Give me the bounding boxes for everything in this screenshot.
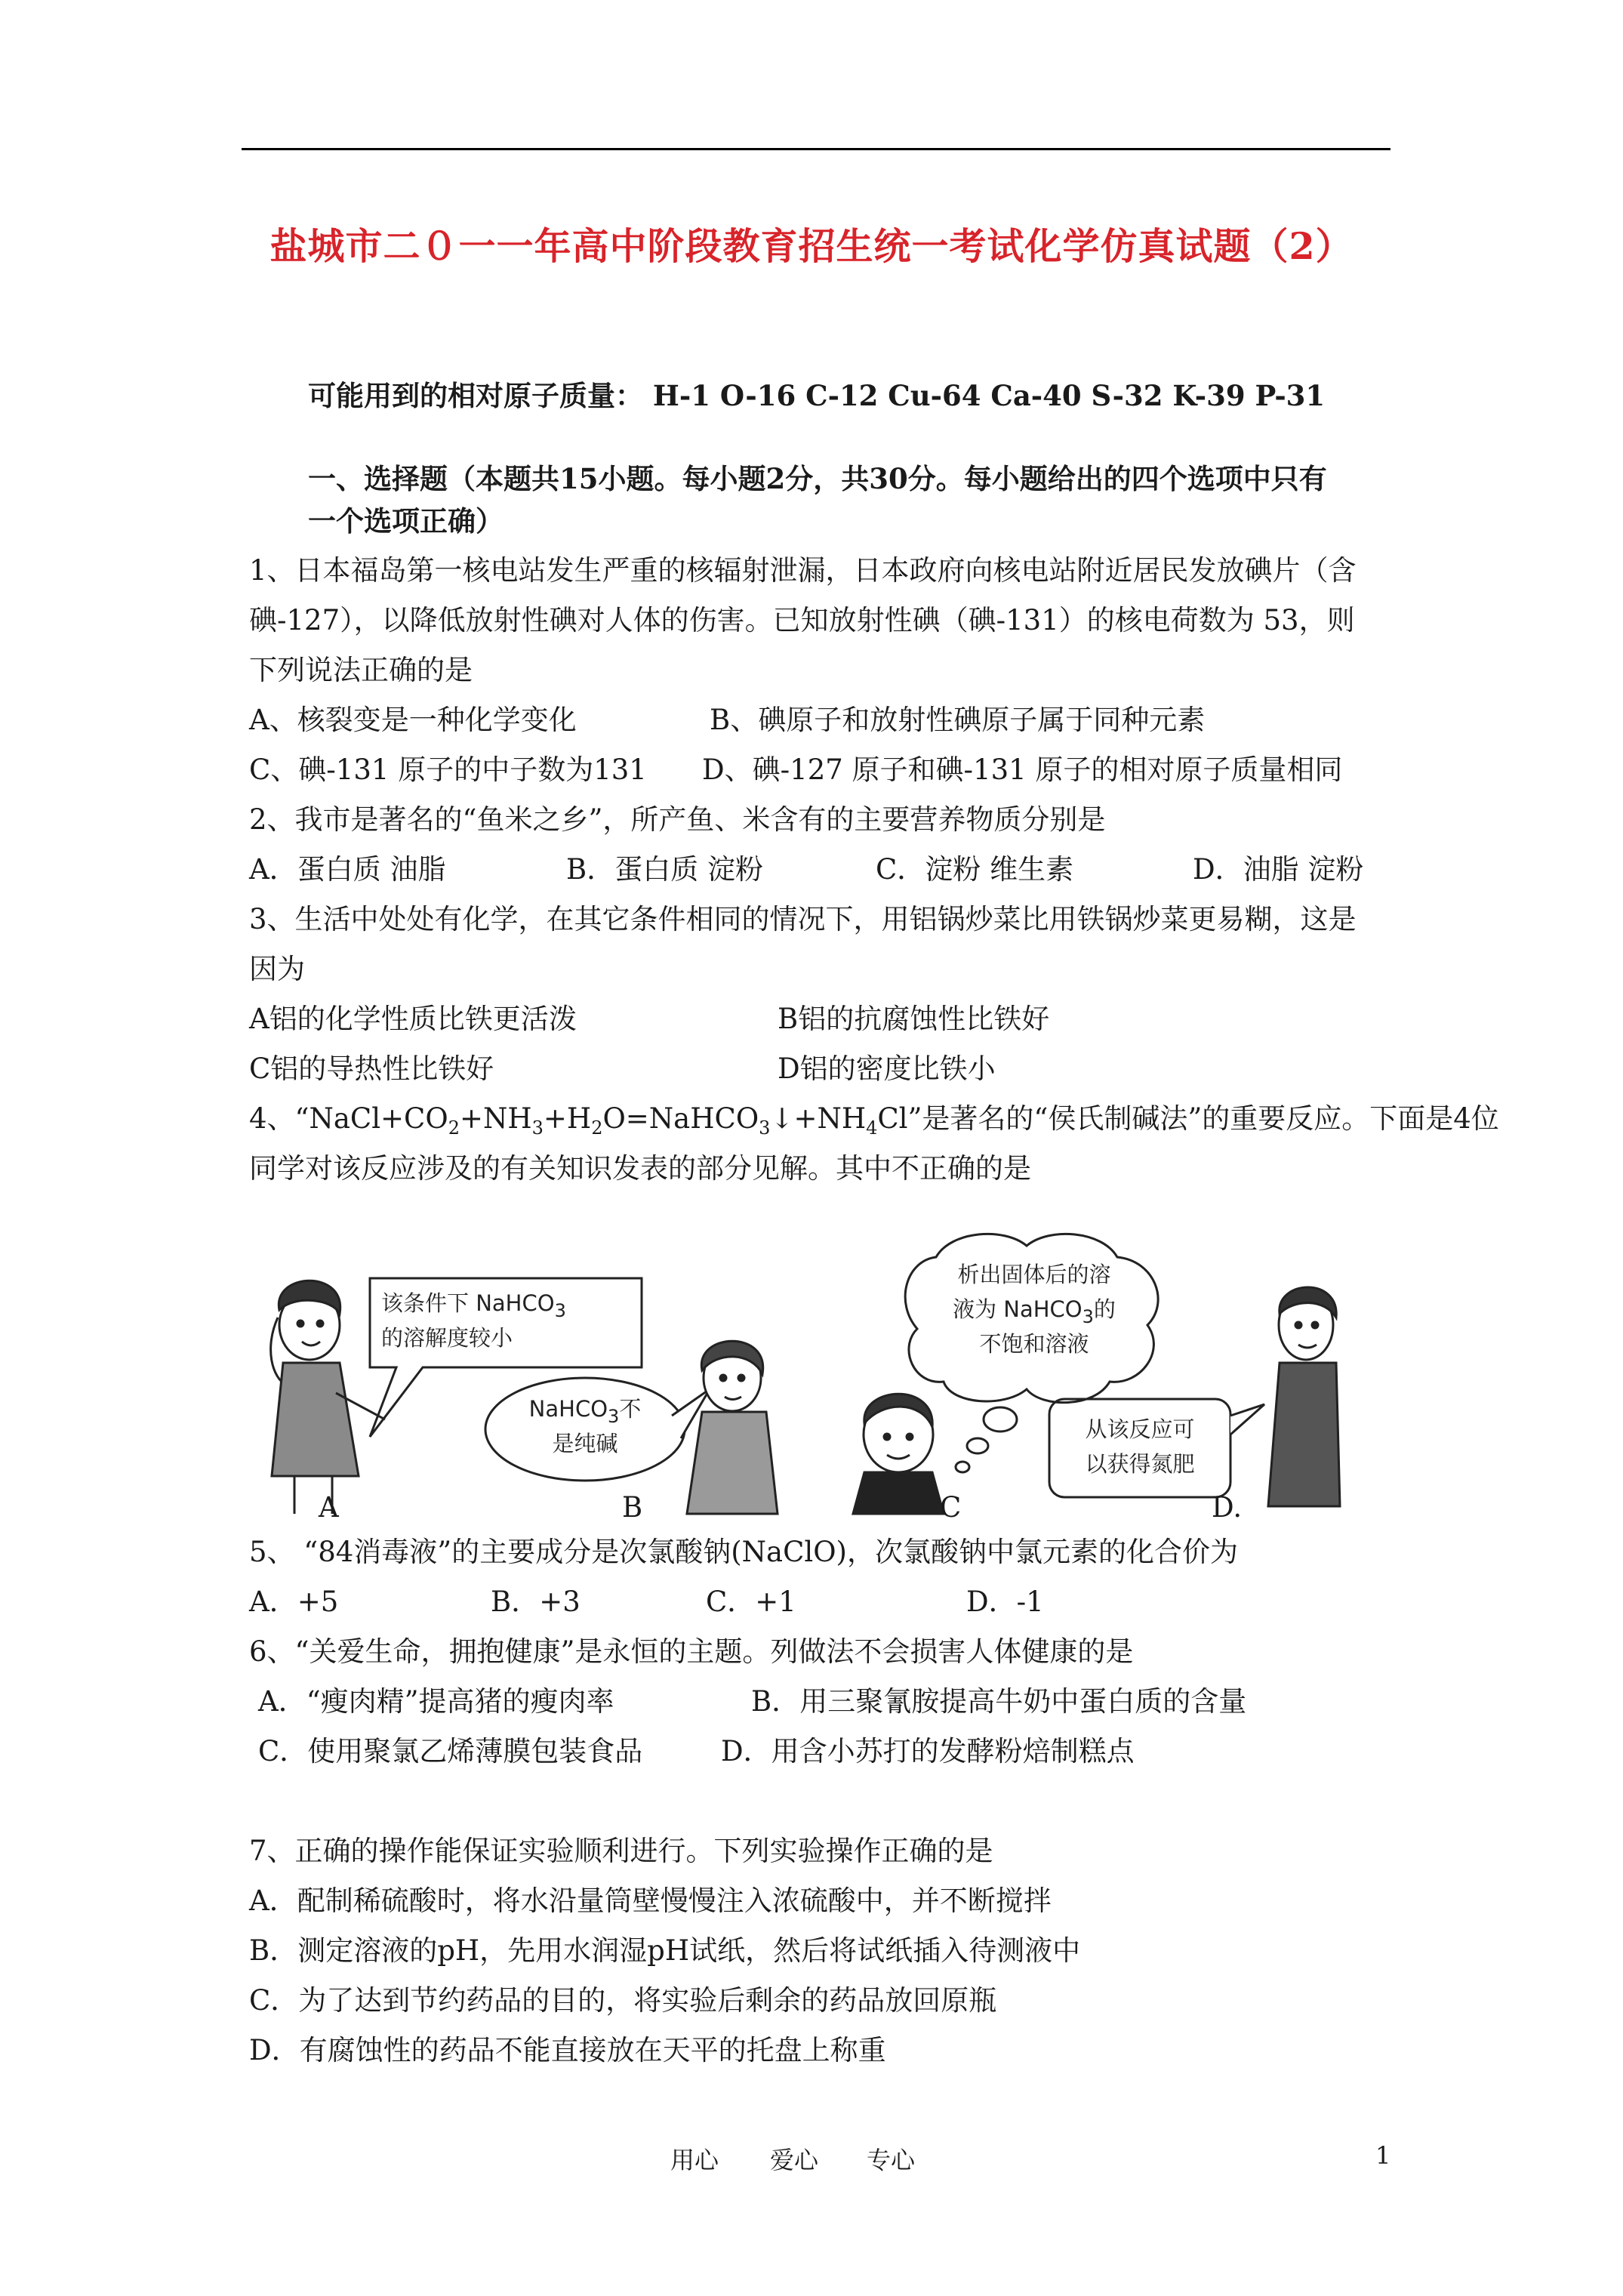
q3-option-b: B铝的抗腐蚀性比铁好 bbox=[778, 1003, 1050, 1035]
q2-stem: 2、我市是著名的“鱼米之乡”，所产鱼、米含有的主要营养物质分别是 bbox=[249, 803, 1106, 836]
q2-option-b: B．蛋白质 淀粉 bbox=[566, 853, 763, 886]
q1-option-d: D、碘-127 原子和碘-131 原子的相对原子质量相同 bbox=[702, 754, 1343, 786]
q5-option-a: A．+5 bbox=[249, 1586, 339, 1618]
q5-option-b: B．+3 bbox=[491, 1586, 581, 1618]
section-heading-line2: 一个选项正确） bbox=[308, 504, 504, 538]
q3-option-a: A铝的化学性质比铁更活泼 bbox=[249, 1003, 577, 1035]
bubble-c-text: 析出固体后的溶 液为 NaHCO$_3$的 不饱和溶液 bbox=[953, 1262, 1116, 1357]
q5-stem: 5、 “84消毒液”的主要成分是次氯酸钠(NaClO)，次氯酸钠中氯元素的化合价为 bbox=[249, 1536, 1238, 1568]
q2-option-a: A．蛋白质 油脂 bbox=[249, 853, 446, 886]
q6-option-b: B．用三聚氰胺提高牛奶中蛋白质的含量 bbox=[751, 1685, 1247, 1718]
student-a-figure bbox=[271, 1281, 385, 1514]
cartoon-figure bbox=[249, 1227, 1397, 1529]
q6-option-a: A．“瘦肉精”提高猪的瘦肉率 bbox=[258, 1685, 614, 1718]
q5-option-d: D．-1 bbox=[966, 1586, 1044, 1618]
figure-label-c: C bbox=[940, 1491, 962, 1524]
footer-motto-2: 爱心 bbox=[770, 2146, 819, 2174]
atomic-mass-line: 可能用到的相对原子质量： H-1 O-16 C-12 Cu-64 Ca-40 S-32 K-39 P-31 bbox=[308, 379, 1326, 412]
q7-option-a: A．配制稀硫酸时，将水沿量筒壁慢慢注入浓硫酸中，并不断搅拌 bbox=[249, 1885, 1052, 1917]
q4-illustration bbox=[249, 1227, 1397, 1529]
figure-label-a: A bbox=[319, 1491, 339, 1524]
page-number: 1 bbox=[1375, 2141, 1391, 2170]
bubble-a-text: 该条件下 NaHCO$_3$ 的溶解度较小 bbox=[381, 1290, 566, 1351]
q7-option-b: B．测定溶液的pH，先用水润湿pH试纸，然后将试纸插入待测液中 bbox=[249, 1934, 1081, 1967]
q6-stem: 6、“关爱生命，拥抱健康”是永恒的主题。列做法不会损害人体健康的是 bbox=[249, 1635, 1134, 1668]
q7-stem: 7、正确的操作能保证实验顺利进行。下列实验操作正确的是 bbox=[249, 1835, 993, 1867]
q4-stem-line2: 同学对该反应涉及的有关知识发表的部分见解。其中不正确的是 bbox=[249, 1152, 1031, 1185]
bubble-d-text: 从该反应可 以获得氮肥 bbox=[1085, 1416, 1195, 1477]
q6-option-d: D．用含小苏打的发酵粉焙制糕点 bbox=[721, 1735, 1135, 1767]
q3-option-c: C铝的导热性比铁好 bbox=[249, 1052, 494, 1085]
section-heading-line1: 一、选择题（本题共15小题。每小题2分，共30分。每小题给出的四个选项中只有 bbox=[308, 462, 1327, 495]
q3-stem-line2: 因为 bbox=[249, 953, 305, 985]
q6-option-c: C．使用聚氯乙烯薄膜包装食品 bbox=[258, 1735, 643, 1767]
q3-option-d: D铝的密度比铁小 bbox=[778, 1052, 996, 1085]
q1-stem-line1: 1、日本福岛第一核电站发生严重的核辐射泄漏，日本政府向核电站附近居民发放碘片（含 bbox=[249, 554, 1357, 587]
bubble-b-text: NaHCO$_3$不 是纯碱 bbox=[528, 1396, 642, 1456]
q3-stem-line1: 3、生活中处处有化学，在其它条件相同的情况下，用铝锅炒菜比用铁锅炒菜更易糊，这是 bbox=[249, 903, 1357, 935]
header-rule bbox=[242, 148, 1390, 150]
q1-stem-line3: 下列说法正确的是 bbox=[249, 654, 473, 686]
footer-motto-3: 专心 bbox=[867, 2146, 916, 2174]
footer-motto-1: 用心 bbox=[670, 2146, 719, 2174]
q4-stem-line1: 4、“$NaCl+CO_2+NH_3+H_2O=NaHCO_3↓+NH_4Cl$”是著名的“侯氏制碱法”的重要反应。下面是4位 bbox=[249, 1102, 1499, 1139]
q5-option-c: C．+1 bbox=[706, 1586, 796, 1618]
figure-label-d: D. bbox=[1212, 1491, 1243, 1524]
q1-option-c: C、碘-131 原子的中子数为131 bbox=[249, 754, 647, 786]
q7-option-d: D．有腐蚀性的药品不能直接放在天平的托盘上称重 bbox=[249, 2034, 886, 2066]
figure-label-b: B bbox=[622, 1491, 643, 1524]
student-c-figure bbox=[853, 1394, 944, 1514]
student-d-figure bbox=[1268, 1287, 1340, 1506]
q2-option-c: C．淀粉 维生素 bbox=[876, 853, 1074, 886]
q7-option-c: C．为了达到节约药品的目的，将实验后剩余的药品放回原瓶 bbox=[249, 1984, 997, 2017]
q1-stem-line2: 碘-127），以降低放射性碘对人体的伤害。已知放射性碘（碘-131）的核电荷数为 53，则 bbox=[249, 604, 1355, 636]
student-b-figure bbox=[687, 1341, 778, 1514]
page-title: 盐城市二０一一年高中阶段教育招生统一考试化学仿真试题（2） bbox=[269, 224, 1354, 268]
q1-option-b: B、碘原子和放射性碘原子属于同种元素 bbox=[710, 704, 1206, 736]
q1-option-a: A、核裂变是一种化学变化 bbox=[249, 704, 577, 736]
q2-option-d: D．油脂 淀粉 bbox=[1193, 853, 1364, 886]
